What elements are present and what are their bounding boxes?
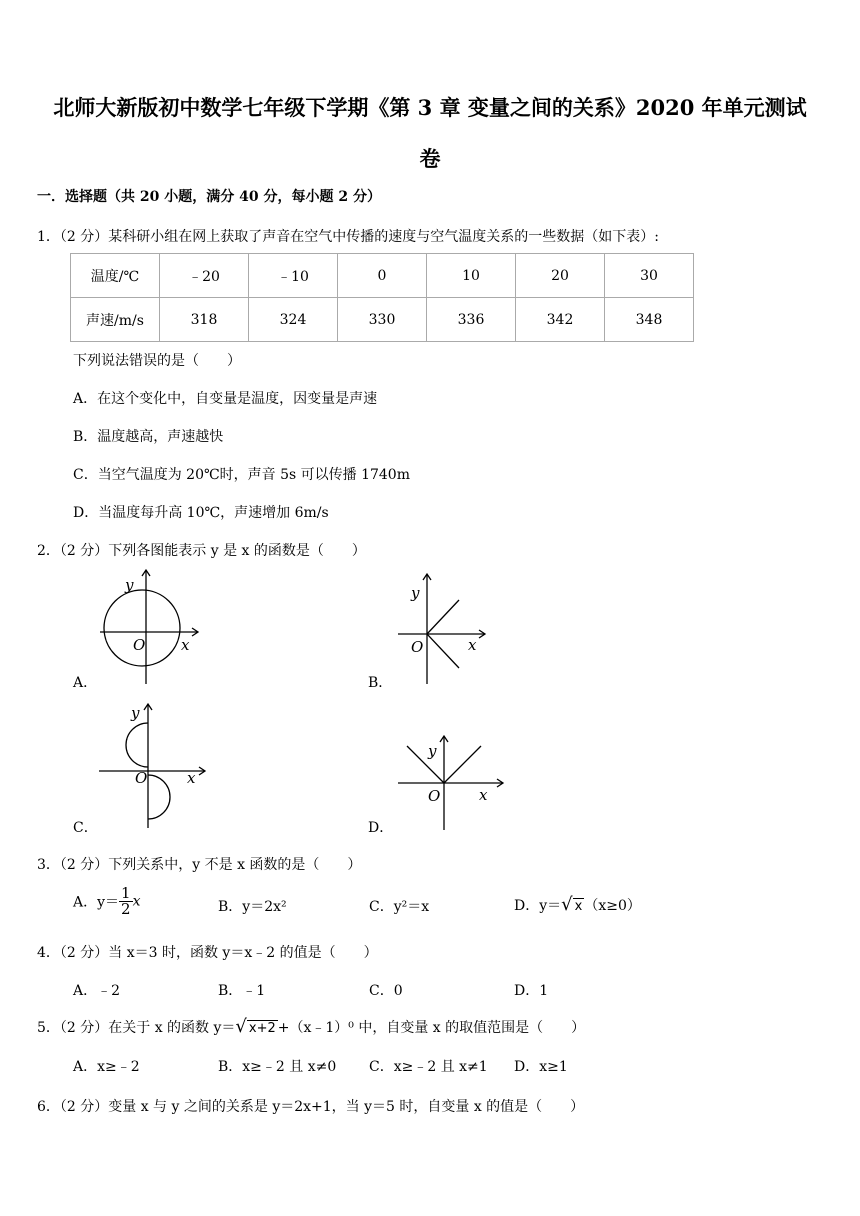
q4-option-b: B．﹣1 — [218, 983, 266, 999]
q1-ask: 下列说法错误的是（ ） — [73, 353, 241, 369]
q1-option-b: B．温度越高，声速越快 — [73, 429, 224, 445]
table-cell: 348 — [605, 298, 694, 342]
origin-label: O — [135, 769, 148, 787]
table-cell: ﹣10 — [249, 254, 338, 298]
table-cell: ﹣20 — [160, 254, 249, 298]
sqrt-icon: √ — [561, 894, 573, 915]
fraction — [119, 886, 133, 917]
q6-stem: 6．（2 分）变量 x 与 y 之间的关系是 y＝2x+1，当 y＝5 时，自变量 x 的值是（ ） — [37, 1099, 585, 1115]
page-title-line2: 卷 — [419, 146, 441, 171]
sqrt-icon: √ — [235, 1016, 247, 1037]
graph-b-v-shape — [393, 570, 493, 688]
q5-option-d: D．x≥1 — [514, 1059, 568, 1075]
fraction-numerator: 1 — [121, 884, 131, 902]
table-row — [71, 254, 694, 298]
table-cell: 336 — [427, 298, 516, 342]
q4-option-d: D．1 — [514, 983, 549, 999]
q3-option-d-suffix: （x≥0） — [584, 898, 641, 914]
q4-option-a: A．﹣2 — [73, 983, 121, 999]
origin-label: O — [428, 787, 441, 805]
q5-stem-suffix: +（x﹣1）⁰ 中，自变量 x 的取值范围是（ ） — [277, 1020, 586, 1036]
graph-a-circle — [95, 568, 205, 686]
q3-option-c: C．y²＝x — [369, 899, 430, 915]
q5-option-b: B．x≥﹣2 且 x≠0 — [218, 1059, 337, 1075]
table-row-label: 温度/℃ — [71, 254, 160, 298]
axis-x-label: x — [181, 636, 190, 654]
q3-option-b: B．y＝2x² — [218, 899, 287, 915]
q2-stem: 2．（2 分）下列各图能表示 y 是 x 的函数是（ ） — [37, 543, 366, 559]
graph-d-v-shape — [395, 734, 510, 834]
q1-stem: 1．（2 分）某科研小组在网上获取了声音在空气中传播的速度与空气温度关系的一些数据（如下表）: — [37, 229, 659, 245]
q5-option-a: A．x≥﹣2 — [73, 1059, 140, 1075]
q3-option-a-prefix: A．y＝ — [73, 894, 120, 911]
q2-label-a: A． — [73, 675, 98, 691]
table-cell: 330 — [338, 298, 427, 342]
axis-y-label: y — [131, 704, 140, 722]
q4-stem: 4．（2 分）当 x＝3 时，函数 y＝x﹣2 的值是（ ） — [37, 945, 378, 961]
table-cell: 318 — [160, 298, 249, 342]
axis-x-label: x — [479, 786, 488, 804]
table-cell: 10 — [427, 254, 516, 298]
table-cell: 342 — [516, 298, 605, 342]
table-cell: 324 — [249, 298, 338, 342]
q1-data-table — [70, 253, 694, 342]
q5-stem — [37, 1016, 585, 1037]
page-title-line1: 北师大新版初中数学七年级下学期《第 3 章 变量之间的关系》2020 年单元测试 — [53, 95, 807, 120]
q1-option-d: D．当温度每升高 10℃，声速增加 6m/s — [73, 505, 329, 521]
table-row-label: 声速/m/s — [71, 298, 160, 342]
fraction-denominator: 2 — [121, 900, 131, 918]
origin-label: O — [133, 636, 146, 654]
radicand: x+2 — [248, 1021, 276, 1036]
table-row — [71, 298, 694, 342]
q2-label-d: D． — [368, 820, 394, 836]
q3-option-d-prefix: D．y＝ — [514, 898, 562, 914]
q3-option-d — [514, 894, 641, 915]
q2-label-c: C． — [73, 820, 98, 836]
axis-y-label: y — [428, 742, 437, 760]
q3-option-a — [73, 886, 140, 917]
q3-stem: 3．（2 分）下列关系中，y 不是 x 函数的是（ ） — [37, 857, 362, 873]
q3-option-a-suffix: x — [132, 893, 141, 910]
q2-label-b: B． — [368, 675, 393, 691]
table-cell: 0 — [338, 254, 427, 298]
axis-x-label: x — [468, 636, 477, 654]
table-cell: 30 — [605, 254, 694, 298]
q4-option-c: C．0 — [369, 983, 403, 999]
q1-option-c: C．当空气温度为 20℃时，声音 5s 可以传播 1740m — [73, 467, 410, 483]
q1-option-a: A．在这个变化中，自变量是温度，因变量是声速 — [73, 391, 378, 407]
radicand: x — [574, 899, 583, 914]
axis-y-label: y — [125, 576, 134, 594]
axis-x-label: x — [187, 769, 196, 787]
axis-y-label: y — [411, 584, 420, 602]
origin-label: O — [411, 638, 424, 656]
graph-c-semicircles — [95, 702, 210, 830]
q5-stem-prefix: 5．（2 分）在关于 x 的函数 y＝ — [37, 1020, 236, 1036]
table-cell: 20 — [516, 254, 605, 298]
section-heading: 一．选择题（共 20 小题，满分 40 分，每小题 2 分） — [37, 189, 381, 205]
q5-option-c: C．x≥﹣2 且 x≠1 — [369, 1059, 488, 1075]
